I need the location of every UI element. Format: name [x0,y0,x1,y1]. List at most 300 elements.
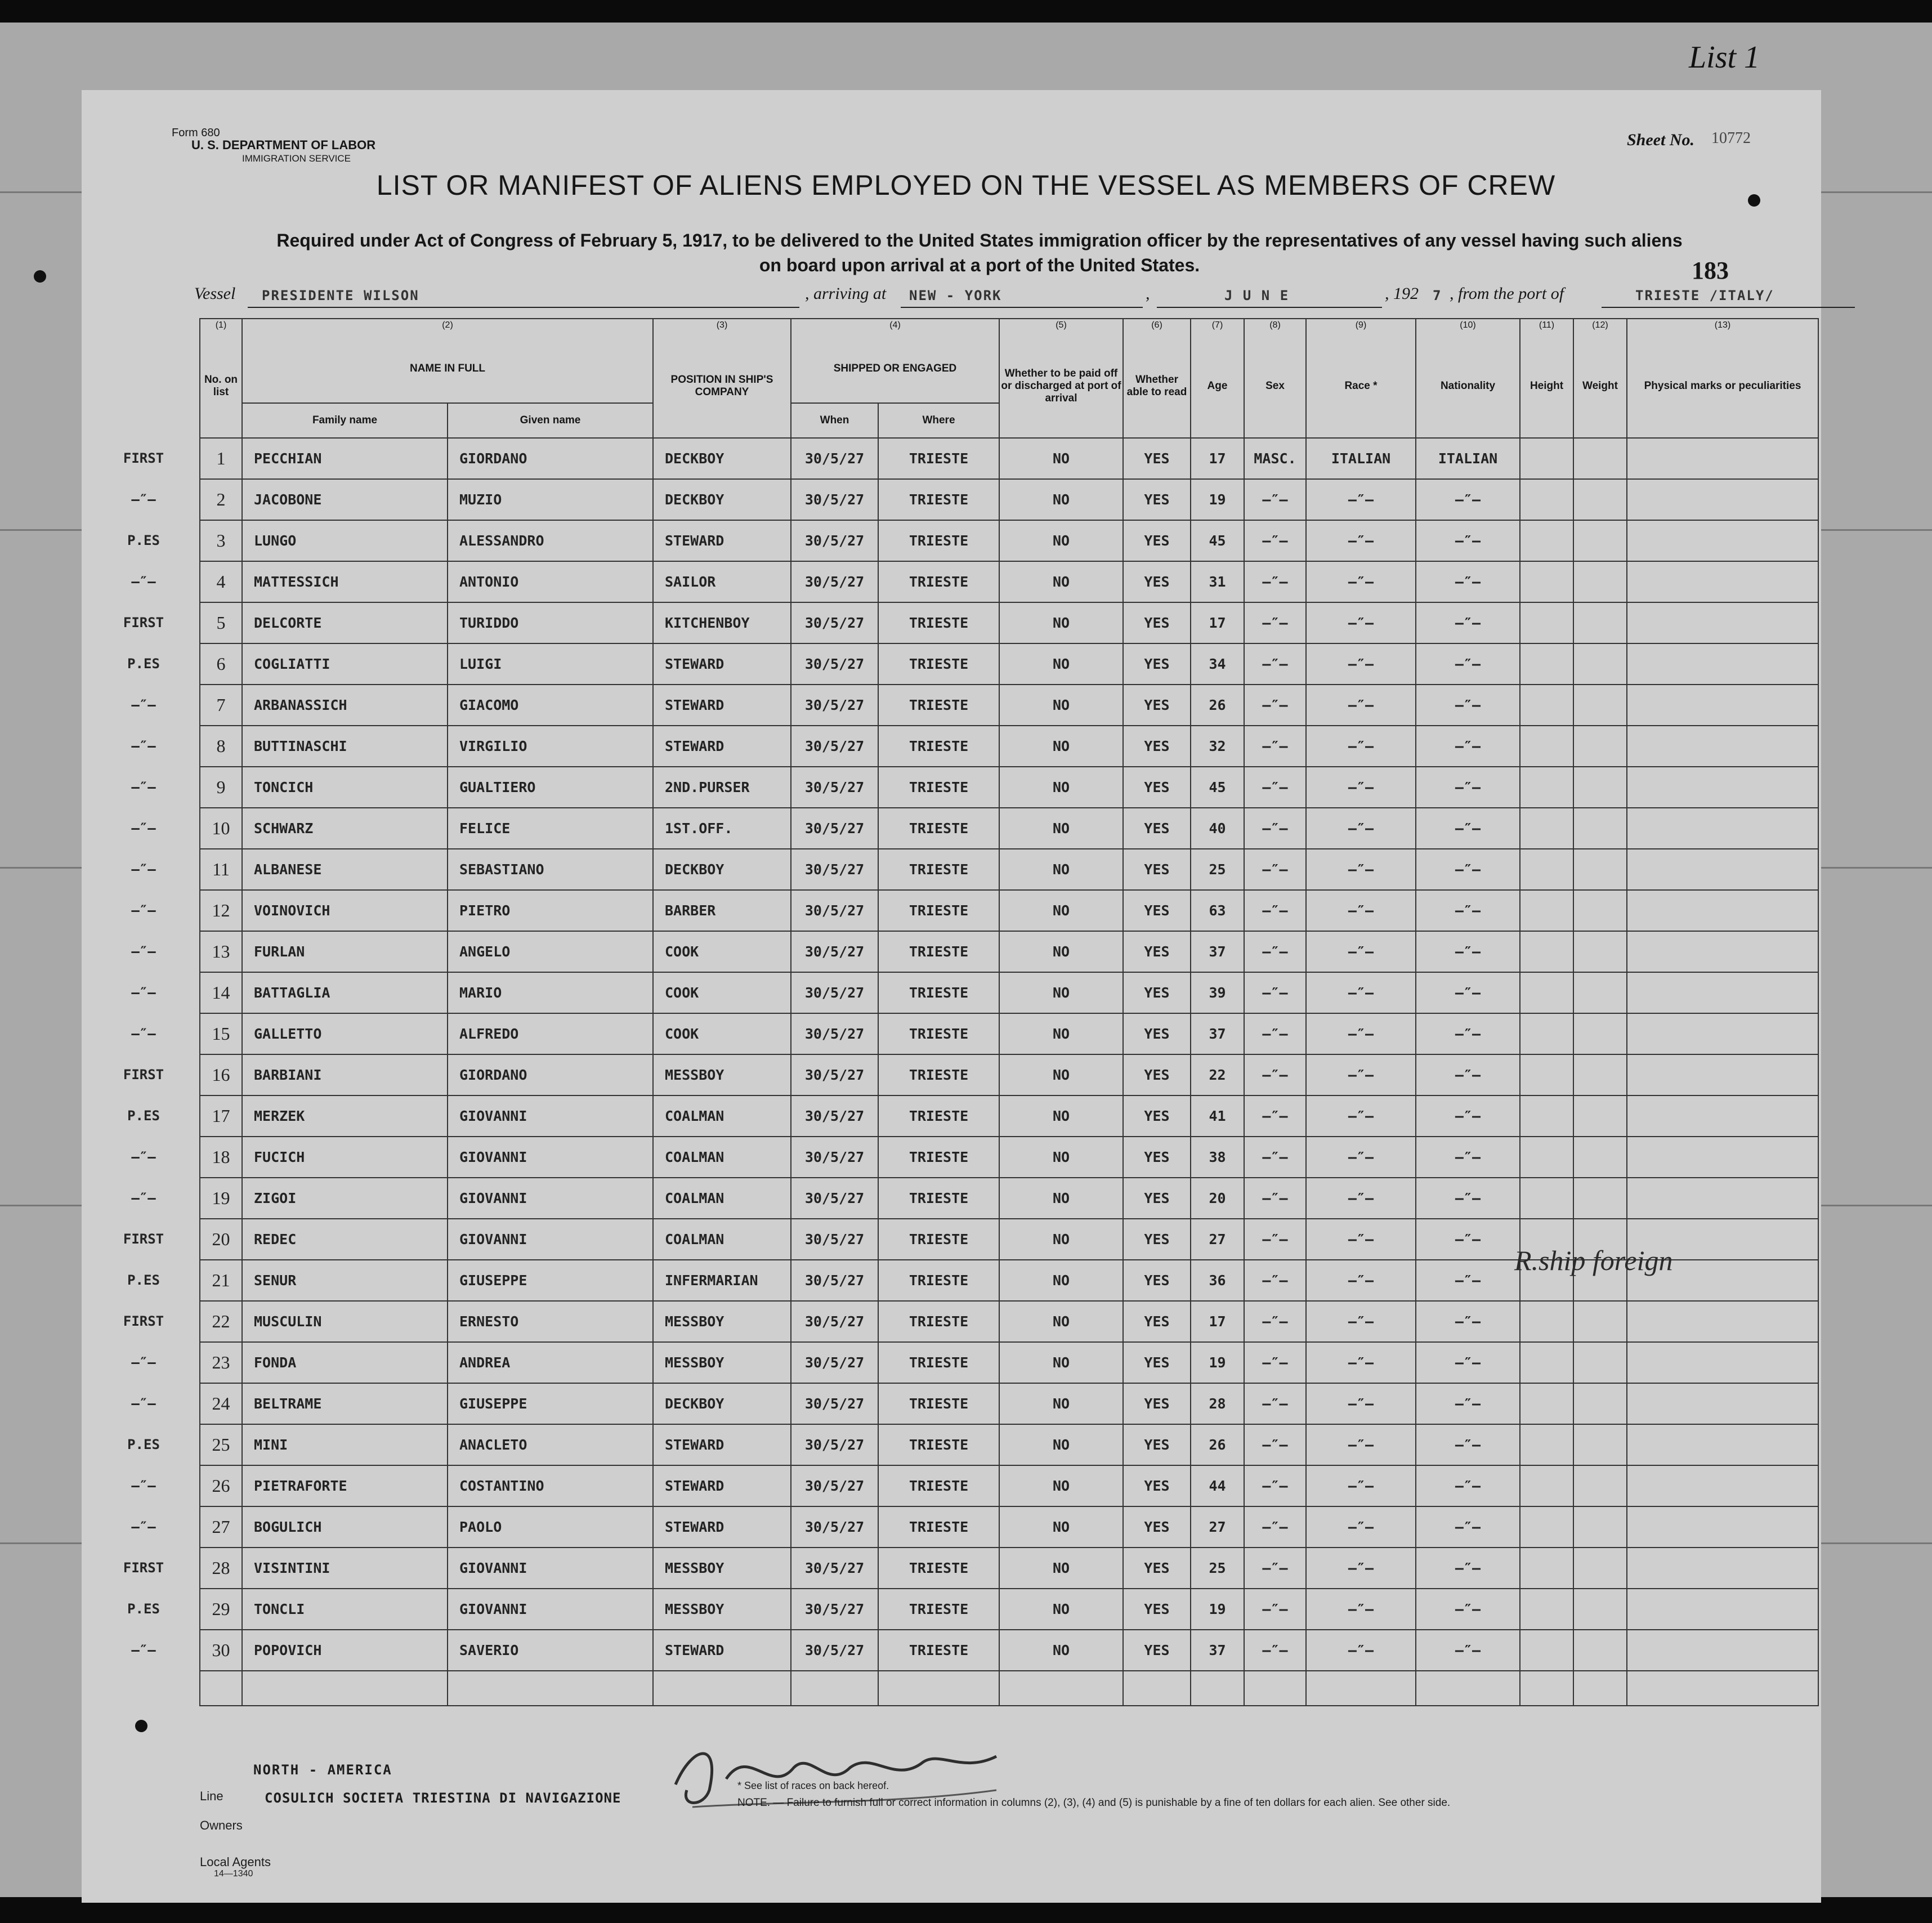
cell-sex: —″— [1244,972,1306,1013]
cell-shipped-where: TRIESTE [878,1383,999,1424]
page-number: 183 [1692,257,1729,284]
cell-sex: —″— [1244,1589,1306,1630]
cell-empty [1627,931,1818,972]
cell-nationality: —″— [1416,726,1520,767]
penalty-note: NOTE. — Failure to furnish full or correct information in columns (2), (3), (4) and (5) is punishable by a fine of ten dollars for each alien. See other side. [737,1797,1451,1809]
cell-able-to-read: YES [1123,1630,1191,1671]
cell-family-name: BARBIANI [242,1054,448,1095]
margin-note: —″— [131,1518,156,1535]
cell-empty [1627,1630,1818,1671]
cell-able-to-read: YES [1123,1548,1191,1589]
owners-label: Owners [200,1818,243,1832]
cell-paid-off: NO [999,520,1123,561]
cell-shipped-when: 30/5/27 [791,479,878,520]
row-number: 24 [200,1383,242,1424]
cell-shipped-when: 30/5/27 [791,1013,878,1054]
cell-position: COALMAN [653,1219,791,1260]
cell-shipped-when: 30/5/27 [791,1137,878,1178]
cell-race: —″— [1306,1219,1416,1260]
cell-sex: —″— [1244,1095,1306,1137]
cell-race: —″— [1306,767,1416,808]
table-row [113,972,1818,1013]
cell-family-name: TONCLI [242,1589,448,1630]
cell-position: STEWARD [653,520,791,561]
cell-age: 45 [1191,520,1244,561]
cell-sex: —″— [1244,1465,1306,1506]
vessel-label: Vessel [194,284,236,303]
row-number: 4 [200,561,242,602]
margin-note: P.ES [127,655,160,672]
cell-family-name: GALLETTO [242,1013,448,1054]
cell-position: STEWARD [653,1424,791,1465]
cell-empty [1627,1013,1818,1054]
col2-number: (2) [242,319,653,335]
cell-empty [1520,1383,1573,1424]
cell-empty [1627,1506,1818,1548]
cell-empty [1627,849,1818,890]
cell-race: —″— [1306,726,1416,767]
cell-given-name: GUALTIERO [448,767,653,808]
margin-note: —″— [131,902,156,918]
cell-sex: —″— [1244,1301,1306,1342]
cell-age: 44 [1191,1465,1244,1506]
line-label: Line [200,1789,223,1803]
races-footnote: * See list of races on back hereof. [737,1780,889,1791]
cell-empty [1520,726,1573,767]
cell-age: 19 [1191,1342,1244,1383]
cell-race: —″— [1306,643,1416,685]
cell-family-name: MERZEK [242,1095,448,1137]
cell-able-to-read: YES [1123,643,1191,685]
cell-position: COALMAN [653,1137,791,1178]
col11-number: (11) [1520,319,1573,335]
cell-empty [1573,1424,1627,1465]
cell-empty [1573,1383,1627,1424]
cell-empty [1520,849,1573,890]
cell-given-name: TURIDDO [448,602,653,643]
year-value: 7 [1433,288,1442,303]
col3-number: (3) [653,319,791,335]
cell-empty [1520,602,1573,643]
margin-note: P.ES [127,532,160,548]
cell-position: STEWARD [653,726,791,767]
margin-note: —″— [131,820,156,836]
cell-age: 19 [1191,479,1244,520]
cell-position: DECKBOY [653,479,791,520]
cell-shipped-where: TRIESTE [878,561,999,602]
cell-sex: —″— [1244,808,1306,849]
cell-position: MESSBOY [653,1054,791,1095]
cell-race: —″— [1306,1178,1416,1219]
cell-able-to-read: YES [1123,767,1191,808]
cell-empty [1573,808,1627,849]
cell-sex: —″— [1244,685,1306,726]
cell-age: 36 [1191,1260,1244,1301]
cell-race: —″— [1306,1054,1416,1095]
cell-position: MESSBOY [653,1548,791,1589]
cell-shipped-when: 30/5/27 [791,849,878,890]
row-number: 19 [200,1178,242,1219]
cell-given-name: SAVERIO [448,1630,653,1671]
col-position: POSITION IN SHIP'S COMPANY [653,335,791,438]
cell-age: 27 [1191,1506,1244,1548]
cell-sex: —″— [1244,726,1306,767]
col-family-name: Family name [242,403,448,438]
cell-empty [1520,438,1573,479]
vessel-value: PRESIDENTE WILSON [262,288,419,303]
row-number: 13 [200,931,242,972]
cell-family-name: VISINTINI [242,1548,448,1589]
cell-position: MESSBOY [653,1589,791,1630]
cell-sex: —″— [1244,931,1306,972]
from-port-label: , from the port of [1450,284,1564,303]
cell-position: DECKBOY [653,849,791,890]
cell-race: —″— [1306,1301,1416,1342]
cell-age: 37 [1191,931,1244,972]
cell-empty [1627,1383,1818,1424]
cell-shipped-where: TRIESTE [878,808,999,849]
document-title: LIST OR MANIFEST OF ALIENS EMPLOYED ON THE VESSEL AS MEMBERS OF CREW [376,169,1556,201]
margin-note: P.ES [127,1600,160,1617]
cell-sex: —″— [1244,890,1306,931]
margin-note: —″— [131,1395,156,1411]
cell-sex: —″— [1244,1013,1306,1054]
col8-number: (8) [1244,319,1306,335]
sheet-number-value: 10772 [1711,129,1751,147]
cell-able-to-read: YES [1123,685,1191,726]
cell-empty [1573,1589,1627,1630]
cell-sex: —″— [1244,1178,1306,1219]
cell-family-name: POPOVICH [242,1630,448,1671]
cell-shipped-when: 30/5/27 [791,726,878,767]
cell-sex: —″— [1244,1342,1306,1383]
row-number: 5 [200,602,242,643]
cell-position: COALMAN [653,1178,791,1219]
table-row [113,643,1818,685]
from-port-value: TRIESTE /ITALY/ [1635,288,1774,303]
cell-family-name: JACOBONE [242,479,448,520]
cell-empty [1573,1178,1627,1219]
year-label: , 192 [1385,284,1419,303]
cell-shipped-when: 30/5/27 [791,1424,878,1465]
line-value: COSULICH SOCIETA TRIESTINA DI NAVIGAZIONE [265,1790,621,1806]
arriving-label: , arriving at [805,284,887,303]
margin-note: —″— [131,1642,156,1658]
cell-nationality: —″— [1416,1383,1520,1424]
arrival-date-value: J U N E [1224,288,1290,303]
cell-nationality: —″— [1416,1301,1520,1342]
cell-empty [1520,931,1573,972]
cell-empty [1573,1137,1627,1178]
manifest-rows [113,438,1818,1706]
cell-empty [1627,1424,1818,1465]
cell-nationality: —″— [1416,685,1520,726]
table-row [113,479,1818,520]
col13-number: (13) [1627,319,1818,335]
cell-age: 17 [1191,438,1244,479]
cell-empty [1627,808,1818,849]
cell-age: 19 [1191,1589,1244,1630]
cell-position: STEWARD [653,1506,791,1548]
row-number: 26 [200,1465,242,1506]
cell-given-name: ALESSANDRO [448,520,653,561]
cell-nationality: —″— [1416,1589,1520,1630]
margin-note: P.ES [127,1436,160,1452]
cell-given-name: GIUSEPPE [448,1383,653,1424]
cell-empty [1573,1506,1627,1548]
cell-shipped-when: 30/5/27 [791,602,878,643]
cell-shipped-where: TRIESTE [878,972,999,1013]
table-row [113,1506,1818,1548]
col-physical-marks: Physical marks or peculiarities [1627,335,1818,438]
row-number: 6 [200,643,242,685]
cell-position: STEWARD [653,685,791,726]
cell-shipped-when: 30/5/27 [791,1383,878,1424]
cell-shipped-where: TRIESTE [878,1301,999,1342]
cell-race: —″— [1306,602,1416,643]
cell-age: 41 [1191,1095,1244,1137]
cell-shipped-where: TRIESTE [878,1342,999,1383]
cell-position: DECKBOY [653,438,791,479]
table-row [113,1178,1818,1219]
row-number: 14 [200,972,242,1013]
cell-empty [1520,1013,1573,1054]
cell-empty [1520,808,1573,849]
cell-paid-off: NO [999,808,1123,849]
cell-empty [1520,479,1573,520]
cell-nationality: —″— [1416,767,1520,808]
cell-race: —″— [1306,561,1416,602]
cell-race: —″— [1306,1589,1416,1630]
table-row [113,1095,1818,1137]
cell-paid-off: NO [999,685,1123,726]
cell-empty [1573,1095,1627,1137]
col-paid-off: Whether to be paid off or discharged at port of arrival [999,335,1123,438]
margin-note: —″— [131,861,156,877]
cell-nationality: —″— [1416,520,1520,561]
cell-race: —″— [1306,972,1416,1013]
cell-empty [1573,438,1627,479]
cell-empty [1627,561,1818,602]
cell-family-name: VOINOVICH [242,890,448,931]
cell-shipped-when: 30/5/27 [791,1219,878,1260]
cell-able-to-read: YES [1123,1013,1191,1054]
cell-sex: —″— [1244,767,1306,808]
cell-family-name: MATTESSICH [242,561,448,602]
cell-empty [1573,479,1627,520]
cell-race: —″— [1306,479,1416,520]
margin-note: FIRST [123,1066,164,1083]
cell-nationality: —″— [1416,1260,1520,1301]
cell-empty [1627,767,1818,808]
cell-empty [1573,685,1627,726]
cell-given-name: VIRGILIO [448,726,653,767]
cell-given-name: FELICE [448,808,653,849]
margin-note: —″— [131,984,156,1000]
row-number: 27 [200,1506,242,1548]
cell-empty [1627,1054,1818,1095]
cell-age: 45 [1191,767,1244,808]
margin-note: FIRST [123,1231,164,1247]
cell-given-name: SEBASTIANO [448,849,653,890]
cell-given-name: LUIGI [448,643,653,685]
row-number: 28 [200,1548,242,1589]
cell-able-to-read: YES [1123,1095,1191,1137]
cell-family-name: COGLIATTI [242,643,448,685]
margin-note: —″— [131,943,156,959]
form-code: 14—1340 [214,1869,253,1879]
cell-race: —″— [1306,1342,1416,1383]
table-row [113,931,1818,972]
cell-empty [1627,520,1818,561]
cell-shipped-when: 30/5/27 [791,972,878,1013]
cell-shipped-where: TRIESTE [878,890,999,931]
cell-empty [1627,438,1818,479]
cell-paid-off: NO [999,767,1123,808]
cell-family-name: BELTRAME [242,1383,448,1424]
cell-shipped-where: TRIESTE [878,1054,999,1095]
cell-shipped-when: 30/5/27 [791,1095,878,1137]
cell-family-name: FUCICH [242,1137,448,1178]
row-number: 8 [200,726,242,767]
cell-empty [1627,1589,1818,1630]
cell-shipped-when: 30/5/27 [791,1054,878,1095]
cell-nationality: —″— [1416,1095,1520,1137]
col10-number: (10) [1416,319,1520,335]
subtitle-line-2: on board upon arrival at a port of the United States. [759,255,1200,275]
margin-note: FIRST [123,1313,164,1329]
col7-number: (7) [1191,319,1244,335]
col-nationality: Nationality [1416,335,1520,438]
cell-nationality: —″— [1416,1630,1520,1671]
handwritten-note: R.ship foreign [1514,1245,1673,1276]
table-row [113,849,1818,890]
cell-paid-off: NO [999,1178,1123,1219]
cell-family-name: ZIGOI [242,1178,448,1219]
cell-given-name: GIACOMO [448,685,653,726]
col-age: Age [1191,335,1244,438]
cell-shipped-when: 30/5/27 [791,561,878,602]
col-race: Race * [1306,335,1416,438]
col9-number: (9) [1306,319,1416,335]
table-row [113,890,1818,931]
cell-empty [1627,685,1818,726]
cell-sex: —″— [1244,1506,1306,1548]
cell-family-name: ARBANASSICH [242,685,448,726]
cell-age: 40 [1191,808,1244,849]
row-number: 17 [200,1095,242,1137]
cell-empty [1627,726,1818,767]
department-name: U. S. DEPARTMENT OF LABOR [191,138,376,152]
row-number: 3 [200,520,242,561]
cell-empty [1520,643,1573,685]
cell-race: —″— [1306,849,1416,890]
crew-manifest-table [113,318,1819,1706]
row-number: 1 [200,438,242,479]
form-number: Form 680 [172,127,220,139]
cell-shipped-where: TRIESTE [878,849,999,890]
cell-given-name: GIOVANNI [448,1137,653,1178]
cell-position: COOK [653,1013,791,1054]
cell-position: INFERMARIAN [653,1260,791,1301]
row-number: 23 [200,1342,242,1383]
cell-given-name: ANGELO [448,931,653,972]
col-weight: Weight [1573,335,1627,438]
cell-nationality: —″— [1416,561,1520,602]
cell-position: 2ND.PURSER [653,767,791,808]
cell-nationality: —″— [1416,1342,1520,1383]
cell-empty [1520,561,1573,602]
cell-given-name: GIOVANNI [448,1095,653,1137]
margin-note: —″— [131,1477,156,1493]
cell-empty [1573,1548,1627,1589]
cell-empty [1520,1137,1573,1178]
cell-empty [1627,479,1818,520]
cell-sex: —″— [1244,1054,1306,1095]
cell-shipped-where: TRIESTE [878,1219,999,1260]
cell-nationality: —″— [1416,1137,1520,1178]
row-number: 20 [200,1219,242,1260]
cell-empty [1520,1589,1573,1630]
cell-race: —″— [1306,1260,1416,1301]
sheet-number-label: Sheet No. [1627,131,1694,149]
document-subtitle [194,228,1765,278]
table-row [113,1054,1818,1095]
cell-empty [1573,1301,1627,1342]
cell-family-name: LUNGO [242,520,448,561]
cell-age: 37 [1191,1630,1244,1671]
cell-nationality: —″— [1416,479,1520,520]
cell-able-to-read: YES [1123,931,1191,972]
cell-empty [1520,1054,1573,1095]
cell-given-name: GIUSEPPE [448,1260,653,1301]
punch-hole [34,270,46,283]
cell-age: 17 [1191,602,1244,643]
cell-shipped-where: TRIESTE [878,685,999,726]
cell-given-name: GIORDANO [448,1054,653,1095]
cell-position: STEWARD [653,643,791,685]
cell-nationality: —″— [1416,1219,1520,1260]
cell-shipped-when: 30/5/27 [791,931,878,972]
cell-shipped-where: TRIESTE [878,1137,999,1178]
row-number: 11 [200,849,242,890]
cell-empty [1573,1342,1627,1383]
cell-sex: —″— [1244,643,1306,685]
cell-able-to-read: YES [1123,1589,1191,1630]
table-row [113,602,1818,643]
cell-paid-off: NO [999,849,1123,890]
vessel-line: Vessel PRESIDENTE WILSON , arriving at NEW - YORK , J U N E , 192 7 , from the port of TRIESTE /ITALY/ [194,284,1855,310]
col6-number: (6) [1123,319,1191,335]
col-shipped-engaged: SHIPPED OR ENGAGED [791,335,999,403]
cell-family-name: MINI [242,1424,448,1465]
cell-empty [1573,1465,1627,1506]
col-height: Height [1520,335,1573,438]
cell-empty [1573,849,1627,890]
row-number: 18 [200,1137,242,1178]
service-name: IMMIGRATION SERVICE [242,153,351,164]
cell-shipped-where: TRIESTE [878,602,999,643]
cell-empty [1573,726,1627,767]
cell-shipped-where: TRIESTE [878,767,999,808]
cell-position: COOK [653,972,791,1013]
cell-shipped-when: 30/5/27 [791,1589,878,1630]
cell-position: STEWARD [653,1465,791,1506]
cell-position: MESSBOY [653,1342,791,1383]
cell-able-to-read: YES [1123,726,1191,767]
cell-family-name: BOGULICH [242,1506,448,1548]
cell-paid-off: NO [999,1095,1123,1137]
